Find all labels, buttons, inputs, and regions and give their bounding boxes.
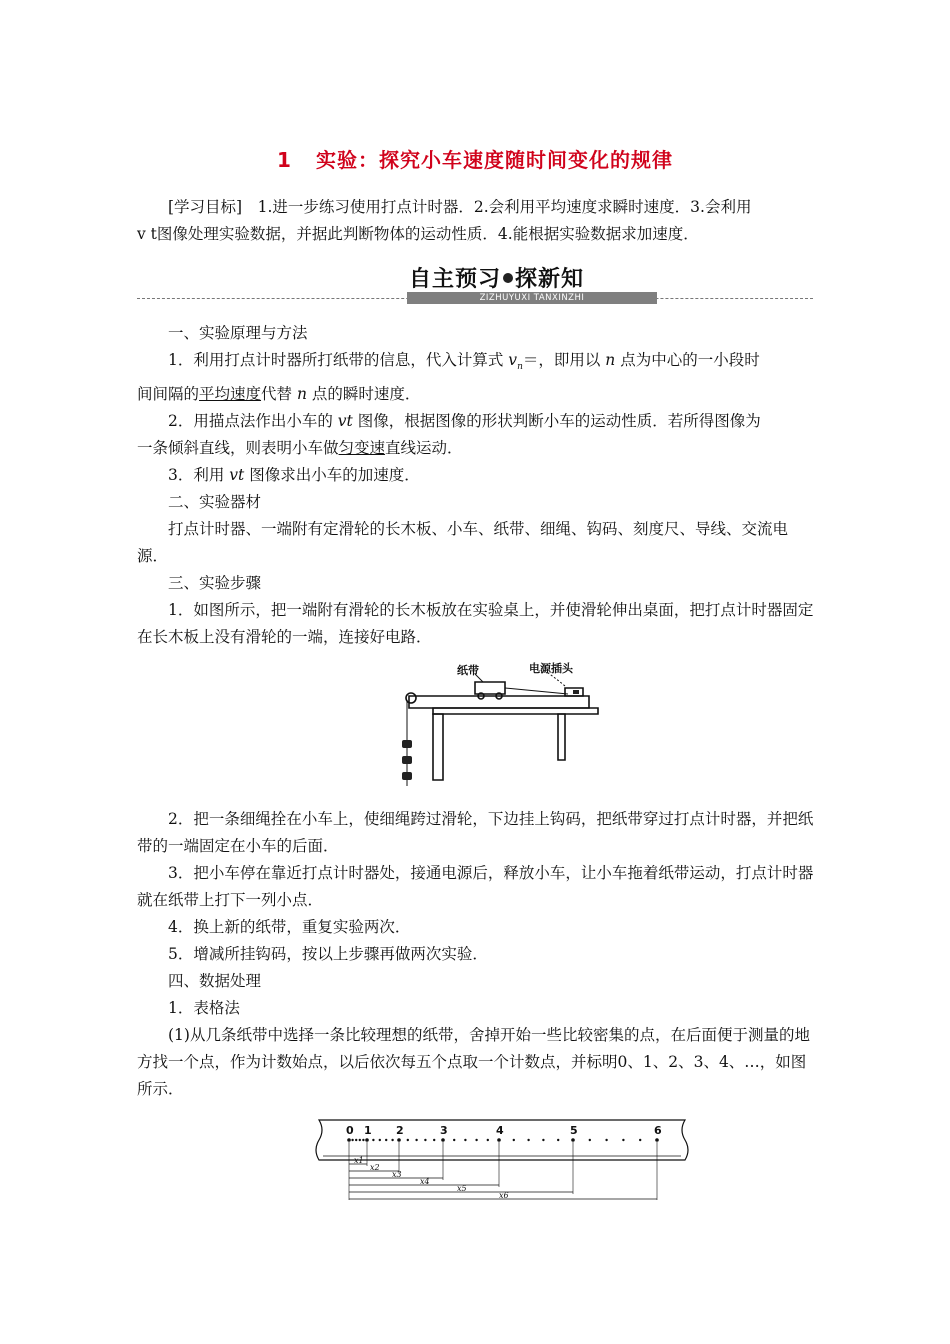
tape-dot	[415, 1139, 417, 1141]
tape-dot	[385, 1139, 387, 1141]
tape-dot	[589, 1139, 591, 1141]
tick-label-3: 3	[440, 1124, 448, 1137]
section-3-step-1: 1．如图所示，把一端附有滑轮的长木板放在实验桌上，并使滑轮伸出桌面，把打点计时器固定在长木板上没有滑轮的一端，连接好电路．	[137, 601, 814, 647]
title-text: 实验：探究小车速度随时间变化的规律	[315, 148, 673, 172]
variable-n: n	[296, 385, 307, 404]
table-top	[433, 708, 598, 714]
section-3-step-2: 2．把一条细绳拴在小车上，使细绳跨过滑轮，下边挂上钩码，把纸带穿过打点计时器，并把纸带的一端固定在小车的后面．	[137, 810, 814, 855]
text-run: 直线运动．	[385, 439, 463, 458]
tape-dot	[453, 1139, 455, 1141]
arrow-bullet-icon	[503, 273, 513, 283]
tape-figure	[313, 1116, 693, 1200]
section-1-item-3	[137, 462, 817, 489]
count-point-3	[441, 1138, 445, 1142]
section-4-item-1-1: (1)从几条纸带中选择一条比较理想的纸带，舍掉开始一些比较密集的点，在后面便于测量的地方找一个点，作为计数始点，以后依次每五个点取一个计数点，并标明0、1、2、3、4、…，如图所示．	[137, 1026, 810, 1098]
text-run: 2．用描点法作出小车的	[168, 412, 338, 431]
tape-dot	[557, 1139, 559, 1141]
section-2-body: 打点计时器、一端附有定滑轮的长木板、小车、纸带、细绳、钩码、刻度尺、导线、交流电源．	[137, 520, 789, 566]
tape-dot	[372, 1139, 374, 1141]
objectives-line-2: v t图像处理实验数据，并据此判断物体的运动性质．4.能根据实验数据求加速度．	[137, 225, 699, 243]
tape-dot	[513, 1139, 515, 1141]
tape-dot	[622, 1139, 624, 1141]
tape-dot	[407, 1139, 409, 1141]
underlined-answer: 匀变速	[338, 439, 386, 458]
text-run: 代替	[261, 385, 297, 404]
count-point-5	[571, 1138, 575, 1142]
dimension-label-x2: x2	[370, 1163, 380, 1172]
banner-title-a: 自主预习	[409, 267, 502, 292]
hook-weight-icon	[402, 772, 412, 780]
paper-tape	[505, 688, 568, 694]
count-point-6	[655, 1138, 659, 1142]
tick-label-2: 2	[396, 1124, 404, 1137]
text-run: 间间隔的	[137, 385, 200, 404]
tape-dot	[359, 1139, 361, 1141]
label-plug: 电源插头	[529, 662, 573, 675]
section-3-cont	[137, 806, 817, 1103]
table-leg-back	[558, 714, 565, 760]
section-banner	[137, 262, 813, 306]
tape-dot	[605, 1139, 607, 1141]
dimension-label-x3: x3	[392, 1170, 402, 1179]
section-3-step-5: 5．增减所挂钩码，按以上步骤再做两次实验．	[168, 945, 488, 963]
section-1-item-1	[137, 347, 817, 381]
tape-tick-labels	[346, 1124, 662, 1137]
table-leg-front	[433, 714, 443, 780]
objectives-line-1: [学习目标] 1.进一步练习使用打点计时器．2.会利用平均速度求瞬时速度．3.会利用	[168, 198, 752, 216]
tape-dot	[639, 1139, 641, 1141]
section-1-heading: 一、实验原理与方法	[168, 324, 308, 342]
count-point-1	[365, 1138, 369, 1142]
count-point-0	[347, 1138, 351, 1142]
section-1-item-1-cont	[137, 381, 817, 408]
tick-label-0: 0	[346, 1124, 354, 1137]
apparatus-figure	[393, 660, 603, 790]
tick-label-1: 1	[364, 1124, 372, 1137]
title-number: 1	[277, 148, 292, 172]
section-4-item-1: 1．表格法	[168, 999, 240, 1017]
dimension-label-x1: x1	[354, 1156, 364, 1165]
tape-dot	[487, 1139, 489, 1141]
tape-dimensions	[349, 1142, 657, 1200]
text-run: 1．利用打点计时器所打纸带的信息，代入计算式	[168, 351, 509, 369]
section-2-heading: 二、实验器材	[168, 493, 262, 512]
cart-body	[475, 682, 505, 694]
dimension-label-x6: x6	[499, 1191, 509, 1200]
section-3-heading: 三、实验步骤	[168, 574, 262, 593]
wood-board	[409, 696, 589, 708]
banner-title	[409, 262, 585, 294]
section-1	[137, 320, 817, 651]
learning-objectives	[137, 194, 817, 248]
label-tape: 纸带	[457, 664, 479, 677]
section-3-step-4: 4．换上新的纸带，重复实验两次．	[168, 918, 411, 936]
text-run: 一条倾斜直线，则表明小车做	[137, 439, 339, 458]
tape-dot	[379, 1139, 381, 1141]
tape-dots	[347, 1138, 659, 1142]
text-run: 点的瞬时速度．	[306, 385, 421, 404]
tape-dot	[464, 1139, 466, 1141]
variable-vt: vt	[337, 412, 353, 431]
tape-dot	[351, 1139, 353, 1141]
section-4-heading: 四、数据处理	[168, 972, 262, 990]
count-point-2	[397, 1138, 401, 1142]
section-1-item-2	[137, 408, 817, 435]
count-point-4	[497, 1138, 501, 1142]
banner-subtitle: ZIZHUYUXI TANXINZHI	[407, 292, 657, 304]
timer-terminal-icon	[573, 690, 579, 694]
subscript-n: n	[517, 362, 523, 373]
banner-title-b: 探新知	[515, 267, 585, 292]
hook-weight-icon	[402, 740, 412, 748]
tape-dot	[475, 1139, 477, 1141]
dimension-label-x4: x4	[420, 1177, 430, 1186]
tick-label-6: 6	[654, 1124, 662, 1137]
dimension-label-x5: x5	[457, 1184, 467, 1193]
page-title	[0, 144, 950, 173]
text-run: ＝，即用以	[522, 351, 606, 369]
tape-dot	[433, 1139, 435, 1141]
tape-dot	[542, 1139, 544, 1141]
text-run: 点为中心的一小段时	[615, 351, 760, 369]
text-run: 图像，根据图像的形状判断小车的运动性质．若所得图像为	[352, 412, 761, 431]
tape-dot	[527, 1139, 529, 1141]
tick-label-4: 4	[496, 1124, 504, 1137]
variable-v: v	[508, 351, 518, 369]
section-3-step-3: 3．把小车停在靠近打点计时器处，接通电源后，释放小车，让小车拖着纸带运动，打点计时器就在纸带上打下一列小点．	[137, 864, 814, 909]
variable-n: n	[605, 351, 616, 369]
hook-weight-icon	[402, 756, 412, 764]
tape-dot	[391, 1139, 393, 1141]
tape-dot	[362, 1139, 364, 1141]
tape-dot	[355, 1139, 357, 1141]
tick-label-5: 5	[570, 1124, 578, 1137]
text-run: 3．利用	[168, 466, 230, 485]
underlined-answer: 平均速度	[199, 385, 262, 404]
variable-vt: vt	[229, 466, 245, 485]
section-1-item-2-cont	[137, 435, 817, 462]
tape-dot	[424, 1139, 426, 1141]
text-run: 图像求出小车的加速度．	[244, 466, 420, 485]
